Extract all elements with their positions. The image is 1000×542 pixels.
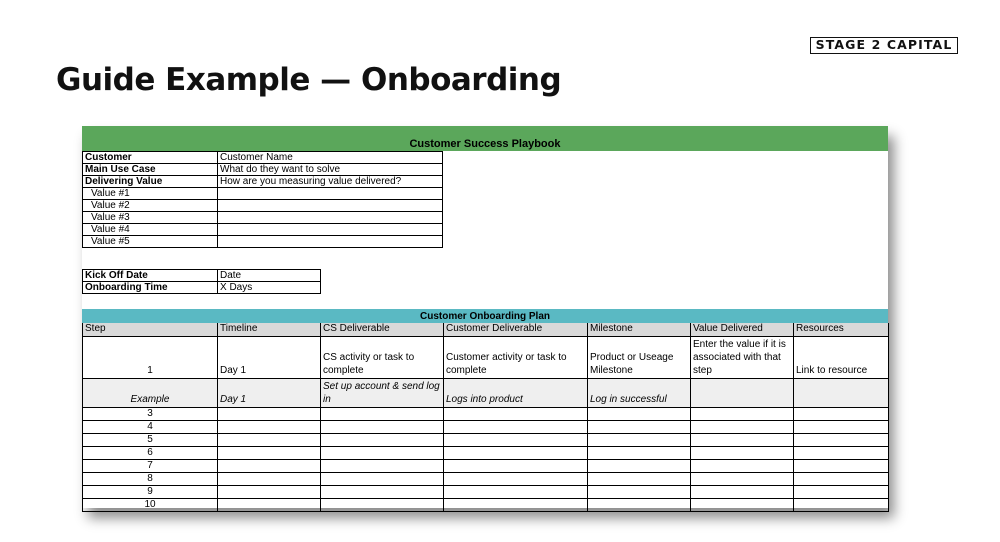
info-value[interactable]: How are you measuring value delivered? — [218, 176, 443, 188]
kickoff-value[interactable]: X Days — [218, 282, 321, 294]
info-value[interactable]: Customer Name — [218, 152, 443, 164]
plan-column-headers — [83, 323, 889, 336]
kickoff-row — [83, 270, 321, 282]
cs-deliverable-cell[interactable] — [321, 485, 444, 498]
resources-cell[interactable] — [794, 472, 889, 485]
info-row — [83, 152, 443, 164]
customer-deliverable-cell[interactable]: Logs into product — [444, 378, 588, 407]
info-label: Value #4 — [83, 224, 218, 236]
cs-deliverable-cell[interactable] — [321, 433, 444, 446]
column-header: CS Deliverable — [321, 323, 444, 336]
cs-deliverable-cell[interactable]: CS activity or task to complete — [321, 336, 444, 378]
milestone-cell[interactable] — [588, 498, 691, 511]
plan-step-row — [83, 498, 889, 511]
cs-deliverable-cell[interactable] — [321, 420, 444, 433]
kickoff-row — [83, 282, 321, 294]
value-delivered-cell[interactable]: Enter the value if it is associated with that step — [691, 336, 794, 378]
value-delivered-cell[interactable] — [691, 485, 794, 498]
cs-deliverable-cell[interactable] — [321, 498, 444, 511]
value-delivered-cell[interactable] — [691, 459, 794, 472]
cs-deliverable-cell[interactable] — [321, 459, 444, 472]
customer-deliverable-cell[interactable] — [444, 433, 588, 446]
info-value[interactable] — [218, 188, 443, 200]
timeline-cell[interactable]: Day 1 — [218, 378, 321, 407]
value-delivered-cell[interactable] — [691, 420, 794, 433]
info-row — [83, 200, 443, 212]
milestone-cell[interactable] — [588, 433, 691, 446]
info-label: Value #3 — [83, 212, 218, 224]
resources-cell[interactable] — [794, 485, 889, 498]
value-delivered-cell[interactable] — [691, 446, 794, 459]
column-header: Resources — [794, 323, 889, 336]
resources-cell[interactable] — [794, 433, 889, 446]
info-value[interactable] — [218, 212, 443, 224]
step-cell[interactable]: 10 — [83, 498, 218, 511]
milestone-cell[interactable] — [588, 459, 691, 472]
timeline-cell[interactable] — [218, 446, 321, 459]
plan-step-row — [83, 459, 889, 472]
info-value[interactable]: What do they want to solve — [218, 164, 443, 176]
resources-cell[interactable] — [794, 407, 889, 420]
kickoff-table — [82, 269, 321, 294]
step-cell[interactable]: 6 — [83, 446, 218, 459]
info-label: Customer — [83, 152, 218, 164]
milestone-cell[interactable] — [588, 485, 691, 498]
info-value[interactable] — [218, 200, 443, 212]
customer-deliverable-cell[interactable] — [444, 420, 588, 433]
customer-info-table — [82, 151, 443, 248]
step-cell[interactable]: 3 — [83, 407, 218, 420]
spreadsheet — [82, 126, 888, 508]
milestone-cell[interactable]: Log in successful — [588, 378, 691, 407]
brand-logo: STAGE 2 CAPITAL — [810, 37, 958, 54]
resources-cell[interactable] — [794, 378, 889, 407]
column-header: Customer Deliverable — [444, 323, 588, 336]
info-label: Main Use Case — [83, 164, 218, 176]
info-row — [83, 224, 443, 236]
timeline-cell[interactable] — [218, 420, 321, 433]
cs-deliverable-cell[interactable] — [321, 407, 444, 420]
cs-deliverable-cell[interactable] — [321, 472, 444, 485]
page-title: Guide Example — Onboarding — [56, 62, 562, 98]
info-label: Value #1 — [83, 188, 218, 200]
onboarding-plan-table — [82, 323, 889, 512]
onboarding-plan-header: Customer Onboarding Plan — [82, 309, 888, 323]
plan-step-row — [83, 485, 889, 498]
resources-cell[interactable] — [794, 420, 889, 433]
timeline-cell[interactable] — [218, 433, 321, 446]
resources-cell[interactable] — [794, 446, 889, 459]
step-cell[interactable]: Example — [83, 378, 218, 407]
value-delivered-cell[interactable] — [691, 433, 794, 446]
customer-deliverable-cell[interactable] — [444, 407, 588, 420]
plan-step-row — [83, 407, 889, 420]
step-cell[interactable]: 9 — [83, 485, 218, 498]
resources-cell[interactable] — [794, 459, 889, 472]
cs-deliverable-cell[interactable] — [321, 446, 444, 459]
plan-example-row — [83, 378, 889, 407]
customer-deliverable-cell[interactable] — [444, 446, 588, 459]
resources-cell[interactable]: Link to resource — [794, 336, 889, 378]
customer-deliverable-cell[interactable] — [444, 485, 588, 498]
value-delivered-cell[interactable] — [691, 378, 794, 407]
info-row — [83, 164, 443, 176]
playbook-header: Customer Success Playbook — [82, 126, 888, 151]
timeline-cell[interactable] — [218, 485, 321, 498]
customer-deliverable-cell[interactable] — [444, 498, 588, 511]
step-cell[interactable]: 1 — [83, 336, 218, 378]
customer-deliverable-cell[interactable]: Customer activity or task to complete — [444, 336, 588, 378]
column-header: Timeline — [218, 323, 321, 336]
milestone-cell[interactable] — [588, 446, 691, 459]
plan-step-row — [83, 420, 889, 433]
timeline-cell[interactable]: Day 1 — [218, 336, 321, 378]
cs-deliverable-cell[interactable]: Set up account & send log in — [321, 378, 444, 407]
column-header: Value Delivered — [691, 323, 794, 336]
step-cell[interactable]: 8 — [83, 472, 218, 485]
customer-deliverable-cell[interactable] — [444, 459, 588, 472]
plan-step-row — [83, 446, 889, 459]
info-label: Value #2 — [83, 200, 218, 212]
resources-cell[interactable] — [794, 498, 889, 511]
step-cell[interactable]: 7 — [83, 459, 218, 472]
value-delivered-cell[interactable] — [691, 472, 794, 485]
kickoff-value[interactable]: Date — [218, 270, 321, 282]
kickoff-label: Onboarding Time — [83, 282, 218, 294]
timeline-cell[interactable] — [218, 407, 321, 420]
plan-step-row — [83, 336, 889, 378]
customer-deliverable-cell[interactable] — [444, 472, 588, 485]
milestone-cell[interactable] — [588, 407, 691, 420]
info-row — [83, 188, 443, 200]
step-cell[interactable]: 5 — [83, 433, 218, 446]
plan-step-row — [83, 472, 889, 485]
column-header: Milestone — [588, 323, 691, 336]
timeline-cell[interactable] — [218, 459, 321, 472]
info-label: Value #5 — [83, 236, 218, 248]
plan-step-row — [83, 433, 889, 446]
milestone-cell[interactable]: Product or Useage Milestone — [588, 336, 691, 378]
milestone-cell[interactable] — [588, 420, 691, 433]
info-row — [83, 212, 443, 224]
column-header: Step — [83, 323, 218, 336]
milestone-cell[interactable] — [588, 472, 691, 485]
step-cell[interactable]: 4 — [83, 420, 218, 433]
kickoff-label: Kick Off Date — [83, 270, 218, 282]
value-delivered-cell[interactable] — [691, 498, 794, 511]
timeline-cell[interactable] — [218, 472, 321, 485]
value-delivered-cell[interactable] — [691, 407, 794, 420]
info-row — [83, 236, 443, 248]
timeline-cell[interactable] — [218, 498, 321, 511]
info-value[interactable] — [218, 224, 443, 236]
info-label: Delivering Value — [83, 176, 218, 188]
info-value[interactable] — [218, 236, 443, 248]
info-row — [83, 176, 443, 188]
